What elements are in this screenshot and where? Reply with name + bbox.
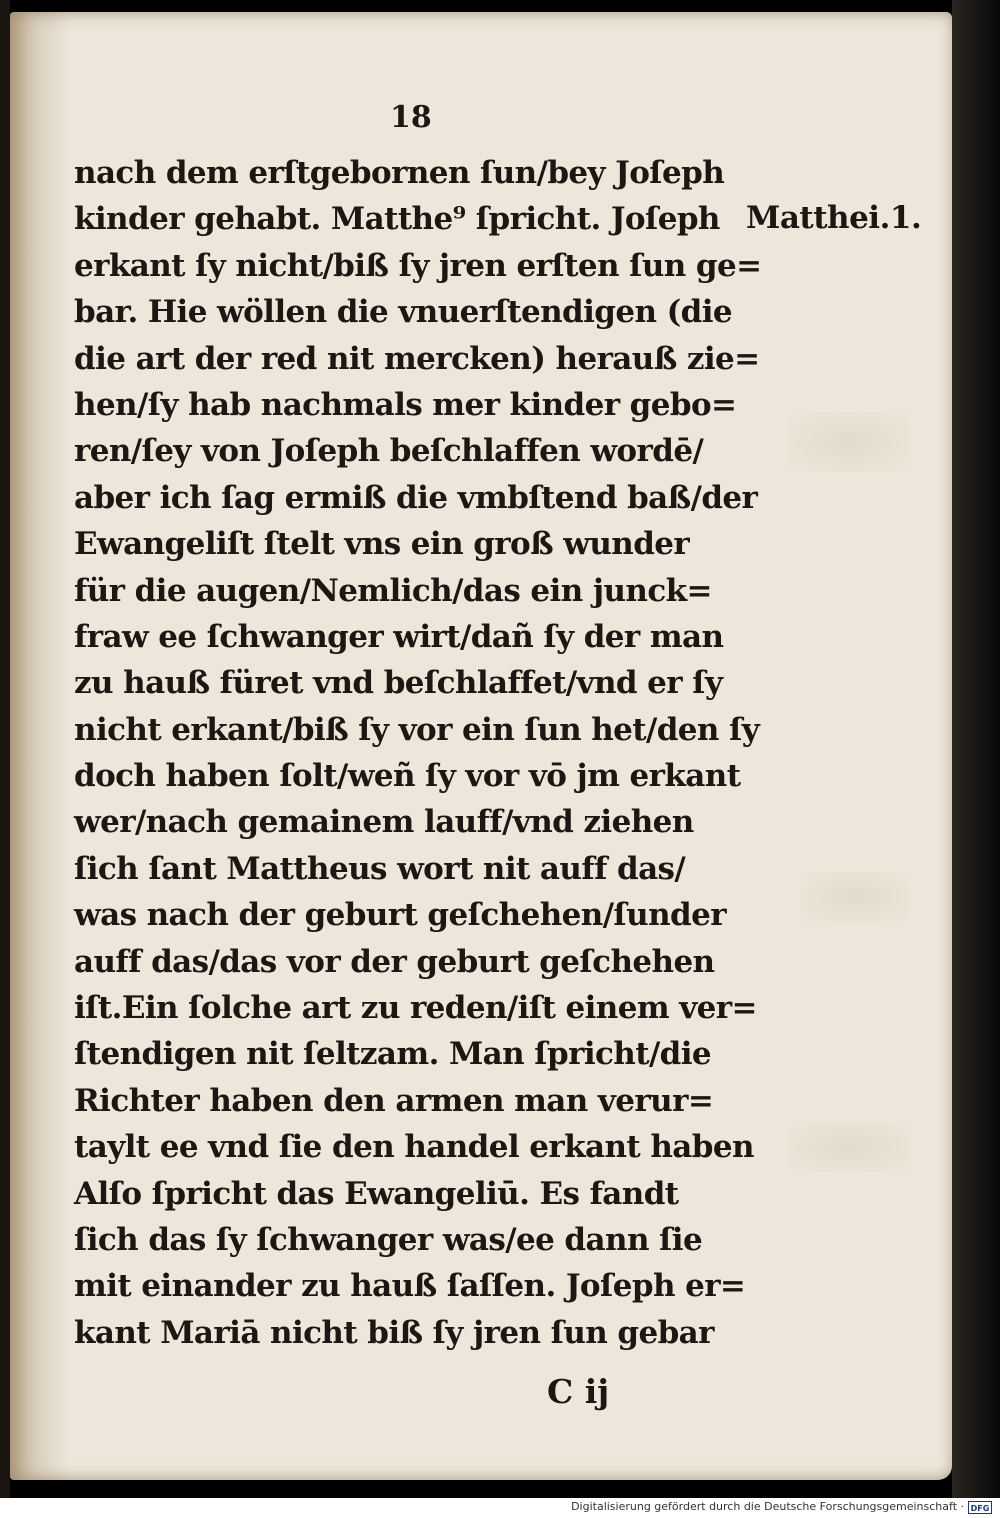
- signature-mark: C ij: [547, 1372, 610, 1411]
- show-through-smudge: [790, 412, 910, 472]
- text-line: erkant ſy nicht/biß ſy jren erſten ſun ge=: [74, 247, 762, 284]
- text-line: fraw ee ſchwanger wirt/dañ ſy der man: [74, 618, 724, 655]
- book-spine-edge: [0, 0, 10, 1498]
- show-through-smudge: [800, 872, 910, 922]
- text-line: zu hauß füret vnd beſchlaffet/vnd er ſy: [74, 665, 723, 702]
- book-page: [10, 12, 952, 1480]
- funding-credit: Digitalisierung gefördert durch die Deutsche Forschungsgemeinschaft ·: [571, 1500, 964, 1513]
- text-line: was nach der geburt geſchehen/ſunder: [74, 897, 726, 934]
- dfg-logo-icon: DFG: [968, 1501, 992, 1514]
- text-line: die art der red nit mercken) herauß zie=: [74, 340, 760, 377]
- text-line: aber ich ſag ermiß die vmbſtend baß/der: [74, 479, 758, 516]
- text-line: Alſo ſpricht das Ewangeliū. Es fandt: [74, 1175, 679, 1212]
- marginal-note: Matthei.1.: [746, 200, 922, 236]
- scan-background-edge: [952, 0, 1000, 1498]
- text-line: bar. Hie wöllen die vnuerſtendigen (die: [74, 294, 733, 331]
- text-line: Richter haben den armen man verur=: [74, 1082, 714, 1119]
- text-line: ſich das ſy ſchwanger was/ee dann ſie: [74, 1221, 703, 1258]
- text-line: nach dem erſtgebornen ſun/bey Joſeph: [74, 155, 725, 191]
- text-line: ſich ſant Mattheus wort nit auff das/: [74, 850, 686, 887]
- main-text-block: [74, 150, 762, 1356]
- show-through-smudge: [790, 1122, 910, 1172]
- text-line: auff das/das vor der geburt geſchehen: [74, 943, 715, 980]
- text-line: iſt.Ein ſolche art zu reden/iſt einem ver=: [74, 990, 757, 1027]
- text-line: kinder gehabt. Matthe⁹ ſpricht. Joſeph: [74, 201, 720, 238]
- text-line: wer/nach gemainem lauff/vnd ziehen: [74, 804, 694, 841]
- text-line: Ewangeliſt ſtelt vns ein groß wunder: [74, 526, 690, 563]
- text-line: für die augen/Nemlich/das ein junck=: [74, 572, 712, 609]
- text-line: ſtendigen nit ſeltzam. Man ſpricht/die: [74, 1036, 712, 1073]
- text-line: taylt ee vnd ſie den handel erkant haben: [74, 1129, 754, 1166]
- page-number: 18: [390, 100, 432, 135]
- text-line: kant Mariā nicht biß ſy jren ſun gebar: [74, 1314, 714, 1351]
- text-line: mit einander zu hauß ſaſſen. Joſeph er=: [74, 1268, 746, 1305]
- text-line: hen/ſy hab nachmals mer kinder gebo=: [74, 386, 737, 423]
- footer-bar: [0, 1498, 1000, 1518]
- text-line: nicht erkant/biß ſy vor ein ſun het/den ſy: [74, 711, 760, 748]
- text-line: ren/ſey von Joſeph beſchlaffen wordē/: [74, 433, 704, 470]
- text-line: doch haben ſolt/weñ ſy vor vō jm erkant: [74, 758, 741, 795]
